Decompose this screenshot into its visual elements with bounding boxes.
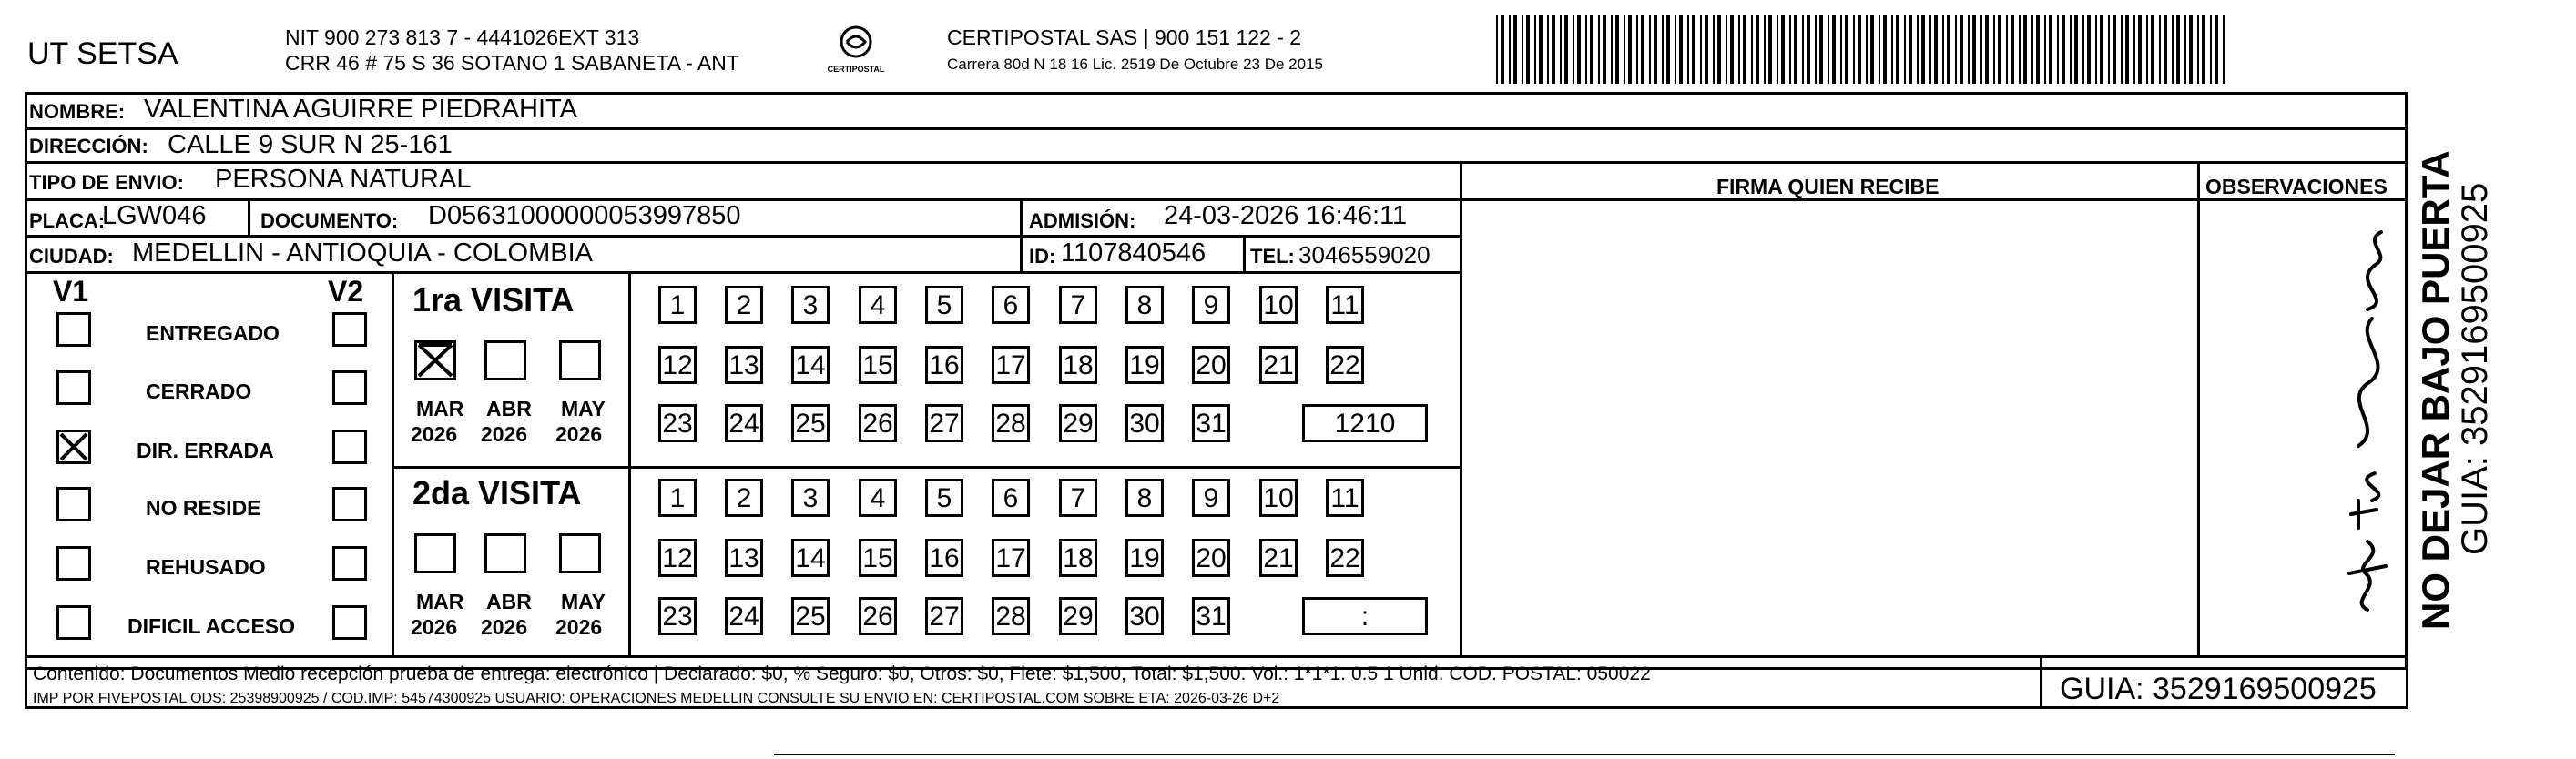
year-label: 2026 bbox=[555, 615, 603, 639]
day-box[interactable]: 22 bbox=[1326, 539, 1364, 577]
month-checkbox[interactable] bbox=[484, 533, 526, 573]
ciudad-value: MEDELLIN - ANTIOQUIA - COLOMBIA bbox=[132, 238, 593, 268]
barcode-bar bbox=[1547, 15, 1549, 84]
month-label: MAY bbox=[561, 397, 606, 420]
day-box[interactable]: 4 bbox=[859, 286, 897, 324]
tipo-envio-value: PERSONA NATURAL bbox=[215, 165, 472, 194]
barcode-bar bbox=[1636, 15, 1638, 84]
month-checkbox[interactable] bbox=[414, 340, 456, 380]
barcode-bar bbox=[1815, 15, 1817, 84]
barcode-bar bbox=[1960, 15, 1963, 84]
day-box[interactable]: 24 bbox=[725, 597, 763, 635]
month-checkbox[interactable] bbox=[559, 340, 601, 380]
barcode-bar bbox=[1743, 15, 1746, 84]
side-column-divider bbox=[2406, 92, 2408, 670]
barcode-bar bbox=[1666, 15, 1670, 84]
barcode-bar bbox=[1560, 15, 1562, 84]
no-dejar-bajo-puerta: NO DEJAR BAJO PUERTA bbox=[2414, 150, 2457, 630]
year-label: 2026 bbox=[481, 615, 528, 639]
month-checkbox[interactable] bbox=[559, 533, 601, 573]
barcode-bar bbox=[1509, 15, 1511, 84]
certipostal-address: Carrera 80d N 18 16 Lic. 2519 De Octubre 23 De 2015 bbox=[947, 56, 1323, 73]
barcode-bar bbox=[1828, 15, 1829, 84]
day-box[interactable]: 27 bbox=[925, 404, 963, 442]
barcode-bar bbox=[2019, 15, 2021, 84]
documento-value: D05631000000053997850 bbox=[428, 201, 741, 230]
year-label: 2026 bbox=[411, 615, 458, 639]
barcode-bar bbox=[1679, 15, 1683, 84]
day-box[interactable]: 23 bbox=[658, 404, 697, 442]
day-box[interactable]: 29 bbox=[1059, 597, 1097, 635]
day-box[interactable]: 12 bbox=[658, 539, 697, 577]
barcode-bar bbox=[1662, 15, 1664, 84]
barcode-bar bbox=[2100, 15, 2103, 84]
day-box[interactable]: 3 bbox=[791, 286, 830, 324]
barcode-bar bbox=[1628, 15, 1632, 84]
observaciones-header: OBSERVACIONES bbox=[2205, 175, 2388, 198]
status-option-label: NO RESIDE bbox=[146, 496, 261, 520]
barcode-bar bbox=[1751, 15, 1753, 84]
barcode-bar bbox=[1713, 15, 1715, 84]
barcode-bar bbox=[1768, 15, 1772, 84]
barcode-bar bbox=[1904, 15, 1906, 84]
barcode-bar bbox=[1998, 15, 2001, 84]
barcode bbox=[1496, 15, 2225, 84]
barcode-bar bbox=[1789, 15, 1791, 84]
day-box[interactable]: 7 bbox=[1059, 479, 1097, 517]
day-box[interactable]: 10 bbox=[1259, 479, 1298, 517]
month-label: ABR bbox=[486, 590, 532, 613]
v1-checkbox[interactable] bbox=[56, 546, 91, 581]
day-box[interactable]: 9 bbox=[1192, 479, 1230, 517]
time-box[interactable]: 1210 bbox=[1302, 404, 1428, 442]
status-option-label: ENTREGADO bbox=[146, 321, 280, 345]
barcode-bar bbox=[1777, 15, 1778, 84]
barcode-bar bbox=[1539, 15, 1543, 84]
footer-guia: GUIA: 3529169500925 bbox=[2060, 672, 2377, 706]
barcode-bar bbox=[1738, 15, 1740, 84]
month-label: ABR bbox=[486, 397, 532, 420]
month-checkbox[interactable] bbox=[484, 340, 526, 380]
direccion-value: CALLE 9 SUR N 25-161 bbox=[168, 130, 453, 159]
barcode-bar bbox=[1726, 15, 1727, 84]
barcode-bar bbox=[1985, 15, 1989, 84]
barcode-bar bbox=[2082, 15, 2084, 84]
bottom-rule bbox=[774, 754, 2395, 755]
day-box[interactable]: 7 bbox=[1059, 286, 1097, 324]
barcode-bar bbox=[1896, 15, 1899, 84]
certipostal-logo bbox=[810, 22, 901, 76]
barcode-bar bbox=[1879, 15, 1880, 84]
barcode-bar bbox=[2121, 15, 2123, 84]
barcode-bar bbox=[1654, 15, 1657, 84]
company-address: CRR 46 # 75 S 36 SOTANO 1 SABANETA - ANT bbox=[285, 51, 739, 75]
day-box[interactable]: 11 bbox=[1326, 286, 1364, 324]
barcode-bar bbox=[1972, 15, 1976, 84]
barcode-bar bbox=[1858, 15, 1861, 84]
barcode-bar bbox=[1590, 15, 1593, 84]
day-box[interactable]: 26 bbox=[859, 597, 897, 635]
nombre-value: VALENTINA AGUIRRE PIEDRAHITA bbox=[144, 95, 577, 124]
barcode-bar bbox=[1611, 15, 1613, 84]
barcode-bar bbox=[1883, 15, 1887, 84]
direccion-label: DIRECCIÓN: bbox=[29, 135, 148, 157]
visit-title: 1ra VISITA bbox=[412, 281, 575, 319]
day-box[interactable]: 14 bbox=[791, 539, 830, 577]
barcode-bar bbox=[1603, 15, 1606, 84]
barcode-bar bbox=[1955, 15, 1957, 84]
day-box[interactable]: 12 bbox=[658, 346, 697, 384]
barcode-bar bbox=[2151, 15, 2154, 84]
day-box[interactable]: 27 bbox=[925, 597, 963, 635]
day-box[interactable]: 16 bbox=[925, 539, 963, 577]
barcode-bar bbox=[1700, 15, 1702, 84]
id-value: 1107840546 bbox=[1061, 238, 1207, 268]
day-box[interactable]: 25 bbox=[791, 404, 830, 442]
barcode-bar bbox=[2189, 15, 2193, 84]
day-box[interactable]: 18 bbox=[1059, 346, 1097, 384]
v1-checkbox[interactable] bbox=[56, 605, 91, 640]
day-box[interactable]: 6 bbox=[992, 286, 1030, 324]
barcode-bar bbox=[2202, 15, 2205, 84]
barcode-bar bbox=[1917, 15, 1919, 84]
v1-checkbox[interactable] bbox=[56, 487, 91, 521]
month-checkbox[interactable] bbox=[414, 533, 456, 573]
barcode-bar bbox=[2062, 15, 2065, 84]
barcode-bar bbox=[1853, 15, 1855, 84]
ciudad-label: CIUDAD: bbox=[29, 245, 114, 268]
barcode-bar bbox=[1598, 15, 1600, 84]
day-box[interactable]: 13 bbox=[725, 539, 763, 577]
day-box[interactable]: 29 bbox=[1059, 404, 1097, 442]
day-box[interactable]: 15 bbox=[859, 539, 897, 577]
barcode-bar bbox=[1573, 15, 1574, 84]
v1-checkbox[interactable] bbox=[56, 430, 91, 464]
firma-header: FIRMA QUIEN RECIBE bbox=[1716, 175, 1940, 198]
barcode-bar bbox=[2176, 15, 2180, 84]
barcode-bar bbox=[1794, 15, 1797, 84]
barcode-bar bbox=[1934, 15, 1938, 84]
month-label: MAR bbox=[416, 590, 464, 613]
barcode-bar bbox=[1845, 15, 1848, 84]
barcode-bar bbox=[2044, 15, 2046, 84]
barcode-bar bbox=[1819, 15, 1823, 84]
day-box[interactable]: 28 bbox=[992, 404, 1030, 442]
status-option-label: CERRADO bbox=[146, 380, 252, 403]
barcode-bar bbox=[2197, 15, 2199, 84]
day-box[interactable]: 21 bbox=[1259, 539, 1298, 577]
barcode-bar bbox=[1921, 15, 1925, 84]
day-box[interactable]: 2 bbox=[725, 286, 763, 324]
barcode-bar bbox=[1832, 15, 1836, 84]
barcode-bar bbox=[2036, 15, 2040, 84]
barcode-bar bbox=[2164, 15, 2167, 84]
admision-value: 24-03-2026 16:46:11 bbox=[1164, 201, 1408, 230]
barcode-bar bbox=[1891, 15, 1893, 84]
barcode-bar bbox=[1756, 15, 1759, 84]
day-box[interactable]: 20 bbox=[1192, 539, 1230, 577]
day-box[interactable]: 20 bbox=[1192, 346, 1230, 384]
day-box[interactable]: 5 bbox=[925, 479, 963, 517]
barcode-bar bbox=[2113, 15, 2116, 84]
barcode-bar bbox=[2138, 15, 2142, 84]
barcode-bar bbox=[2070, 15, 2072, 84]
barcode-bar bbox=[1692, 15, 1695, 84]
day-box[interactable]: 19 bbox=[1125, 539, 1164, 577]
svg-text:CERTIPOSTAL: CERTIPOSTAL bbox=[827, 65, 885, 74]
barcode-bar bbox=[1641, 15, 1644, 84]
placa-value: LGW046 bbox=[102, 201, 207, 230]
v1-checkbox[interactable] bbox=[56, 370, 91, 405]
barcode-bar bbox=[2172, 15, 2174, 84]
day-box[interactable]: 24 bbox=[725, 404, 763, 442]
v1-checkbox[interactable] bbox=[56, 312, 91, 347]
day-box[interactable]: 22 bbox=[1326, 346, 1364, 384]
time-box[interactable]: : bbox=[1302, 597, 1428, 635]
day-box[interactable]: 30 bbox=[1125, 404, 1164, 442]
admision-label: ADMISIÓN: bbox=[1029, 209, 1136, 232]
day-box[interactable]: 30 bbox=[1125, 597, 1164, 635]
day-box[interactable]: 1 bbox=[658, 286, 697, 324]
barcode-bar bbox=[2023, 15, 2027, 84]
barcode-bar bbox=[1870, 15, 1874, 84]
status-option-label: DIFICIL ACCESO bbox=[127, 614, 296, 638]
company-nit: NIT 900 273 813 7 - 4441026EXT 313 bbox=[285, 25, 640, 49]
day-box[interactable]: 6 bbox=[992, 479, 1030, 517]
barcode-bar bbox=[2125, 15, 2129, 84]
day-box[interactable]: 17 bbox=[992, 539, 1030, 577]
month-label: MAY bbox=[561, 590, 606, 613]
day-box[interactable]: 31 bbox=[1192, 404, 1230, 442]
barcode-bar bbox=[1534, 15, 1536, 84]
day-box[interactable]: 4 bbox=[859, 479, 897, 517]
v2-checkbox[interactable] bbox=[332, 430, 367, 464]
barcode-bar bbox=[2146, 15, 2148, 84]
day-box[interactable]: 11 bbox=[1326, 479, 1364, 517]
day-box[interactable]: 23 bbox=[658, 597, 697, 635]
day-box[interactable]: 31 bbox=[1192, 597, 1230, 635]
barcode-bar bbox=[2215, 15, 2218, 84]
day-box[interactable]: 8 bbox=[1125, 479, 1164, 517]
barcode-bar bbox=[1968, 15, 1970, 84]
v2-checkbox[interactable] bbox=[332, 370, 367, 405]
barcode-bar bbox=[1929, 15, 1931, 84]
barcode-bar bbox=[2074, 15, 2078, 84]
barcode-bar bbox=[2184, 15, 2186, 84]
day-box[interactable]: 10 bbox=[1259, 286, 1298, 324]
barcode-bar bbox=[2031, 15, 2033, 84]
barcode-bar bbox=[1764, 15, 1766, 84]
side-text-block bbox=[2413, 109, 2495, 637]
recipient-signature bbox=[2331, 228, 2404, 637]
side-guia: GUIA: 3529169500925 bbox=[2455, 182, 2495, 555]
barcode-bar bbox=[2159, 15, 2161, 84]
year-label: 2026 bbox=[555, 422, 603, 446]
barcode-bar bbox=[1802, 15, 1804, 84]
day-box[interactable]: 13 bbox=[725, 346, 763, 384]
day-box[interactable]: 16 bbox=[925, 346, 963, 384]
day-box[interactable]: 21 bbox=[1259, 346, 1298, 384]
barcode-bar bbox=[1501, 15, 1504, 84]
id-label: ID: bbox=[1029, 245, 1056, 268]
footer-contenido: Contenido: Documentos Medio recepción prueba de entrega: electrónico | Declarado: $0, % Seguro: $0, Otros: $0, Flete: $1,500, Total: $1,500. Vol.: 1*1*1. 0.5 1 Unid. COD. POSTAL: 050022 bbox=[33, 663, 1651, 684]
barcode-bar bbox=[1730, 15, 1734, 84]
barcode-bar bbox=[1675, 15, 1676, 84]
tipo-envio-label: TIPO DE ENVIO: bbox=[29, 171, 184, 194]
v2-header: V2 bbox=[328, 275, 364, 308]
day-box[interactable]: 17 bbox=[992, 346, 1030, 384]
barcode-bar bbox=[1807, 15, 1810, 84]
barcode-bar bbox=[2210, 15, 2212, 84]
day-box[interactable]: 26 bbox=[859, 404, 897, 442]
barcode-bar bbox=[1552, 15, 1555, 84]
day-box[interactable]: 8 bbox=[1125, 286, 1164, 324]
day-box[interactable]: 5 bbox=[925, 286, 963, 324]
barcode-bar bbox=[1585, 15, 1587, 84]
barcode-bar bbox=[1980, 15, 1982, 84]
barcode-bar bbox=[1577, 15, 1581, 84]
barcode-bar bbox=[1649, 15, 1651, 84]
barcode-bar bbox=[1993, 15, 1995, 84]
barcode-bar bbox=[1947, 15, 1950, 84]
barcode-bar bbox=[2011, 15, 2014, 84]
barcode-bar bbox=[2049, 15, 2052, 84]
v1-header: V1 bbox=[53, 275, 89, 308]
barcode-bar bbox=[2223, 15, 2225, 84]
day-box[interactable]: 9 bbox=[1192, 286, 1230, 324]
status-option-label: REHUSADO bbox=[146, 555, 266, 579]
company-name: UT SETSA bbox=[27, 36, 178, 71]
tel-label: TEL: bbox=[1250, 245, 1295, 268]
v2-checkbox[interactable] bbox=[332, 605, 367, 640]
documento-label: DOCUMENTO: bbox=[260, 209, 399, 232]
day-box[interactable]: 19 bbox=[1125, 346, 1164, 384]
v2-checkbox[interactable] bbox=[332, 487, 367, 521]
barcode-bar bbox=[1615, 15, 1619, 84]
status-option-label: DIR. ERRADA bbox=[137, 439, 274, 462]
placa-label: PLACA: bbox=[29, 209, 106, 232]
v2-checkbox[interactable] bbox=[332, 312, 367, 347]
barcode-bar bbox=[2095, 15, 2097, 84]
barcode-bar bbox=[1909, 15, 1912, 84]
barcode-bar bbox=[1624, 15, 1625, 84]
barcode-bar bbox=[1942, 15, 1944, 84]
day-box[interactable]: 15 bbox=[859, 346, 897, 384]
v2-checkbox[interactable] bbox=[332, 546, 367, 581]
day-box[interactable]: 14 bbox=[791, 346, 830, 384]
certipostal-name: CERTIPOSTAL SAS | 900 151 122 - 2 bbox=[947, 25, 1302, 49]
day-box[interactable]: 25 bbox=[791, 597, 830, 635]
barcode-bar bbox=[2087, 15, 2091, 84]
barcode-bar bbox=[1866, 15, 1868, 84]
day-box[interactable]: 18 bbox=[1059, 539, 1097, 577]
day-box[interactable]: 3 bbox=[791, 479, 830, 517]
barcode-bar bbox=[2108, 15, 2110, 84]
barcode-bar bbox=[1840, 15, 1842, 84]
barcode-bar bbox=[1781, 15, 1785, 84]
nombre-label: NOMBRE: bbox=[29, 100, 126, 123]
month-label: MAR bbox=[416, 397, 464, 420]
barcode-bar bbox=[1526, 15, 1530, 84]
barcode-bar bbox=[1564, 15, 1568, 84]
tel-value: 3046559020 bbox=[1298, 241, 1431, 268]
barcode-bar bbox=[2133, 15, 2135, 84]
barcode-bar bbox=[2057, 15, 2059, 84]
barcode-bar bbox=[1496, 15, 1498, 84]
barcode-bar bbox=[1522, 15, 1523, 84]
day-box[interactable]: 2 bbox=[725, 479, 763, 517]
barcode-bar bbox=[1717, 15, 1721, 84]
year-label: 2026 bbox=[411, 422, 458, 446]
barcode-bar bbox=[2006, 15, 2008, 84]
day-box[interactable]: 1 bbox=[658, 479, 697, 517]
day-box[interactable]: 28 bbox=[992, 597, 1030, 635]
visit-title: 2da VISITA bbox=[412, 474, 582, 511]
footer-imp: IMP POR FIVEPOSTAL ODS: 25398900925 / COD.IMP: 54574300925 USUARIO: OPERACIONES MEDELLIN CONSULTE SU ENVIO EN: CERTIPOSTAL.COM SOBRE ETA: 2026-03-26 D+2 bbox=[33, 691, 1280, 706]
barcode-bar bbox=[1687, 15, 1689, 84]
barcode-bar bbox=[1705, 15, 1708, 84]
year-label: 2026 bbox=[481, 422, 528, 446]
barcode-bar bbox=[1513, 15, 1517, 84]
